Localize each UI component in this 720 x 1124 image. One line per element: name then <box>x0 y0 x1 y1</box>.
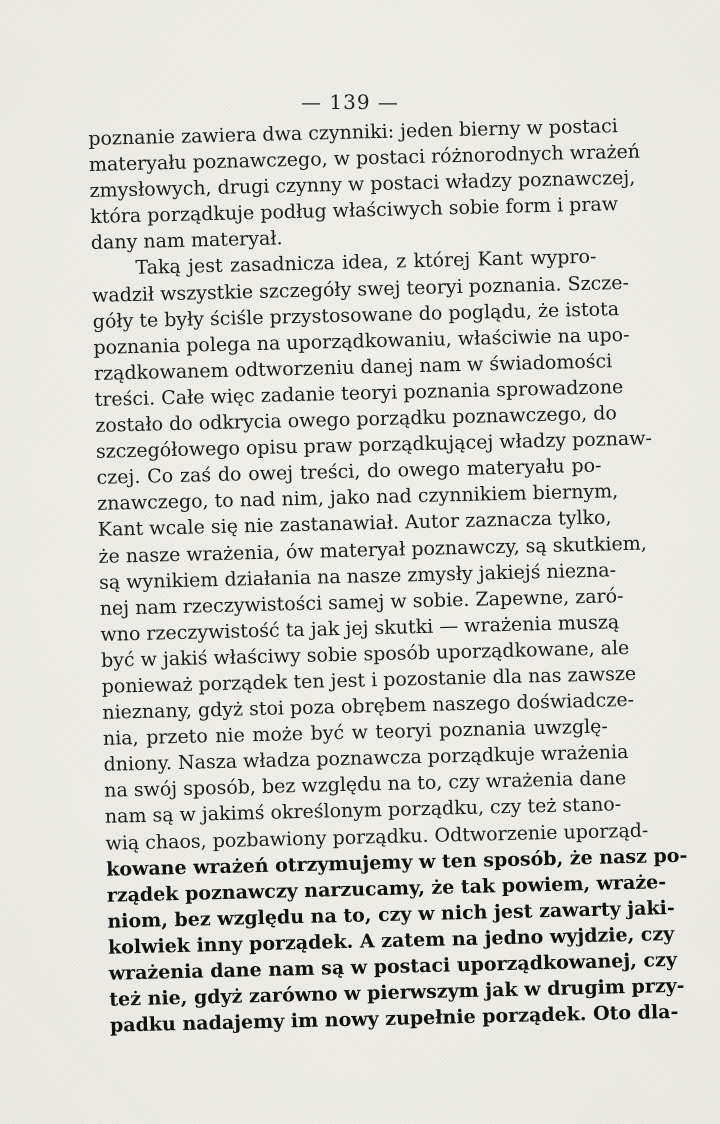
text-line: poznanie zawiera dwa czynniki: jeden bierny w postaci <box>88 115 619 150</box>
text-line: są wynikiem działania na nasze zmysły jakiejś niezna- <box>98 558 617 594</box>
text-line: nej nam rzeczywistości samej w sobie. Zapewne, zaró- <box>99 584 624 620</box>
text-line: która porządkuje podług właściwych sobie form i praw <box>89 193 619 229</box>
text-line: szczegółowego opisu praw porządkującej władzy poznaw- <box>95 427 653 464</box>
text-line: niom, bez względu na to, czy w nich jest zawarty jaki- <box>107 896 675 933</box>
text-line: że nasze wrażenia, ów materyał poznawczy, są skutkiem, <box>98 531 648 568</box>
text-line: kowane wrażeń otrzymujemy w ten sposób, że nasz po- <box>105 844 688 881</box>
page-number: — 139 — <box>301 90 399 114</box>
text-line: nam są w jakimś określonym porządku, czy też stano- <box>104 793 622 829</box>
text-line: nia, przeto nie może być w teoryi poznania uwzglę- <box>102 715 609 750</box>
text-line: też nie, gdyż zarówno w pierwszym jak w drugim przy- <box>109 974 685 1011</box>
text-line: nieznany, gdyż stoi poza obrębem naszego doświadcze- <box>102 688 635 724</box>
text-line: poznania polega na uporządkowaniu, właściwie na upo- <box>93 323 630 359</box>
body-text <box>88 114 688 1039</box>
text-line: Kant wcale się nie zastanawiał. Autor zaznacza tylko, <box>97 506 612 542</box>
text-line: wno rzeczywistość ta jak jej skutki — wrażenia muszą <box>100 610 620 646</box>
text-line: być w jakiś właściwy sobie sposób uporządkowane, ale <box>100 636 630 672</box>
text-line: zmysłowych, drugi czynny w postaci władzy poznawczej, <box>89 166 636 203</box>
text-line: wią chaos, pozbawiony porządku. Odtworzenie uporząd- <box>105 819 649 855</box>
text-line: znawczego, to nad nim, jako nad czynnikiem biernym, <box>96 480 619 516</box>
text-line: dniony. Nasza władza poznawcza porządkuje wrażenia <box>103 741 629 777</box>
text-line: wrażenia dane nam są w postaci uporządkowanej, czy <box>108 948 678 985</box>
text-line: zostało do odkrycia owego porządku poznawczego, do <box>95 402 618 437</box>
text-line: dany nam materyał. <box>90 227 283 255</box>
text-line: padku nadajemy im nowy zupełnie porządek. Oto dla- <box>109 1001 679 1037</box>
text-line: Taką jest zasadnicza idea, z której Kant wypro- <box>135 246 597 280</box>
text-line: czej. Co zaś do owej treści, do owego materyału po- <box>96 454 602 490</box>
text-line: góły te były ściśle przystosowane do poglądu, że istota <box>92 297 620 333</box>
text-line: ponieważ porządek ten jest i pozostanie dla nas zawsze <box>101 662 637 698</box>
text-line: rządkowanem odtworzeniu danej nam w świadomości <box>93 350 613 385</box>
text-line: treści. Całe więc zadanie teoryi poznania sprowadzone <box>94 375 624 411</box>
text-line: na swój sposób, bez względu na to, czy wrażenia dane <box>103 767 627 803</box>
text-line: kolwiek inny porządek. A zatem na jedno wyjdzie, czy <box>107 922 675 959</box>
text-line: materyału poznawczego, w postaci różnorodnych wrażeń <box>88 140 641 177</box>
text-line: rządek poznawczy narzucamy, że tak powiem, wraże- <box>106 870 667 907</box>
text-line: wadził wszystkie szczegóły swej teoryi poznania. Szcze- <box>91 271 630 307</box>
